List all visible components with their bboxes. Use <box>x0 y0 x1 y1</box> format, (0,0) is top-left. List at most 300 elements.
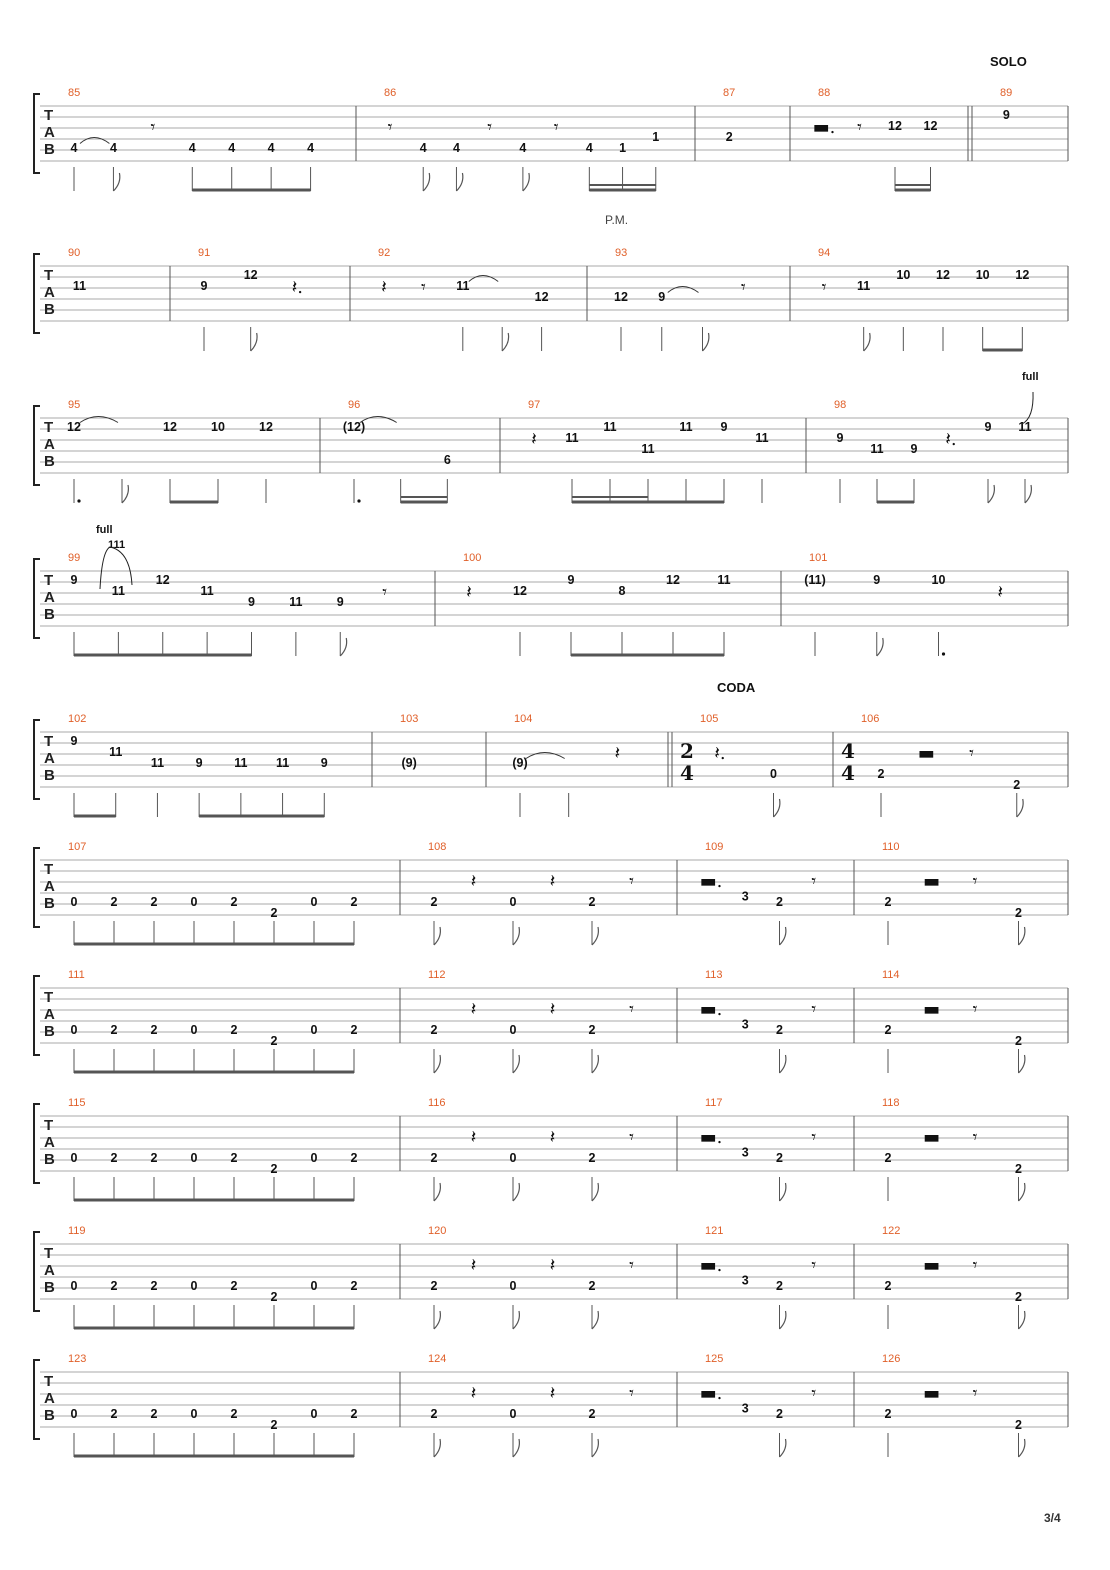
measure-number: 96 <box>348 399 361 411</box>
system-bracket <box>34 559 40 638</box>
fret-number: 2 <box>430 1023 438 1037</box>
eighth-flag <box>502 333 508 351</box>
fret-number: 2 <box>230 1407 238 1421</box>
tab-clef-letter: B <box>44 767 55 784</box>
tab-clef-letter: A <box>44 589 55 606</box>
fret-number: 2 <box>350 895 358 909</box>
rest-symbol: ▬ <box>922 1127 941 1148</box>
eighth-flag <box>1017 799 1023 817</box>
eighth-flag <box>513 1439 519 1457</box>
fret-number: 2 <box>270 1418 278 1432</box>
rest-symbol: 𝄾 <box>821 277 827 298</box>
measure-number: 98 <box>834 399 847 411</box>
fret-number: 9 <box>873 573 881 587</box>
fret-number: 10 <box>975 268 990 282</box>
dot <box>357 499 360 502</box>
system-bracket <box>34 1232 40 1311</box>
eighth-flag <box>340 638 346 656</box>
tie-arc <box>80 138 109 144</box>
measure-number: 91 <box>198 247 211 259</box>
eighth-flag <box>592 1055 598 1073</box>
fret-number: 2 <box>430 895 438 909</box>
tab-clef-letter: T <box>44 267 54 284</box>
measure-number: 117 <box>705 1097 723 1109</box>
eighth-flag <box>864 333 870 351</box>
fret-number: (11) <box>804 573 826 587</box>
rest-symbol: 𝄽 <box>614 743 621 764</box>
eighth-flag <box>1019 927 1025 945</box>
time-signature-bottom: 4 <box>680 761 694 785</box>
fret-number: 2 <box>350 1407 358 1421</box>
fret-number: 0 <box>70 895 78 909</box>
rest-symbol: ▬. <box>699 1127 723 1148</box>
eighth-flag <box>592 1183 598 1201</box>
fret-number: 3 <box>741 1017 749 1032</box>
fret-number: 9 <box>1002 108 1010 122</box>
fret-number: 4 <box>307 141 315 155</box>
eighth-flag <box>988 485 994 503</box>
system-bracket <box>34 720 40 799</box>
fret-number: 2 <box>588 1023 596 1037</box>
fret-number: 9 <box>200 279 208 293</box>
fret-number: 0 <box>310 1151 318 1165</box>
fret-number: 1 <box>619 141 627 155</box>
fret-number: 0 <box>70 1023 78 1037</box>
tab-clef-letter: B <box>44 606 55 623</box>
rest-symbol: 𝄽 <box>531 429 537 450</box>
eighth-flag <box>780 1311 786 1329</box>
tab-clef-letter: B <box>44 453 55 470</box>
fret-number: 0 <box>190 1279 198 1293</box>
fret-number: 12 <box>67 420 81 434</box>
fret-number: 2 <box>776 1151 783 1165</box>
fret-number: 2 <box>350 1023 358 1037</box>
fret-number: 0 <box>770 767 777 781</box>
fret-number: 11 <box>456 279 470 293</box>
rest-symbol: 𝄽 <box>466 582 472 603</box>
time-signature-bottom: 4 <box>841 761 855 785</box>
fret-number: (9) <box>401 756 417 770</box>
fret-number: 2 <box>877 767 885 781</box>
fret-number: 9 <box>320 756 328 770</box>
fret-number: 12 <box>1015 268 1030 282</box>
fret-number: 2 <box>1015 1290 1022 1304</box>
bend-text: 111 <box>108 539 126 551</box>
eighth-flag <box>1019 1439 1025 1457</box>
fret-number: 4 <box>228 141 236 155</box>
fret-number: 2 <box>350 1151 358 1165</box>
tab-clef-letter: B <box>44 1279 55 1296</box>
rest-symbol: 𝄾 <box>972 1383 978 1404</box>
tie-arc <box>526 753 565 759</box>
eighth-flag <box>1019 1311 1025 1329</box>
eighth-flag <box>513 927 519 945</box>
fret-number: 9 <box>195 756 203 770</box>
eighth-flag <box>703 333 709 351</box>
rest-symbol: 𝄾 <box>740 277 746 298</box>
rest-symbol: 𝄾 <box>629 999 634 1020</box>
fret-number: 2 <box>776 1023 783 1037</box>
fret-number: 0 <box>190 895 198 909</box>
fret-number: 2 <box>150 895 158 909</box>
rest-symbol: 𝄽 <box>470 1383 477 1404</box>
tab-clef-letter: B <box>44 1151 55 1168</box>
measure-number: 99 <box>68 552 81 564</box>
tab-clef-letter: A <box>44 878 55 895</box>
tab-clef-letter: A <box>44 124 55 141</box>
section-label: SOLO <box>990 54 1027 69</box>
measure-number: 119 <box>68 1225 86 1237</box>
fret-number: 2 <box>110 895 118 909</box>
rest-symbol: 𝄽 <box>549 999 556 1020</box>
fret-number: 0 <box>509 1151 517 1165</box>
tab-clef-letter: B <box>44 141 55 158</box>
fret-number: 9 <box>720 420 728 434</box>
eighth-flag <box>122 485 128 503</box>
fret-number: 0 <box>70 1407 78 1421</box>
measure-number: 110 <box>882 841 900 853</box>
tab-clef-letter: B <box>44 895 55 912</box>
eighth-flag <box>592 927 598 945</box>
measure-number: 124 <box>428 1353 447 1365</box>
fret-number: 11 <box>234 756 248 770</box>
rest-symbol: 𝄾 <box>382 582 388 603</box>
fret-number: 12 <box>513 584 527 598</box>
fret-number: 2 <box>1015 1162 1022 1176</box>
rest-symbol: 𝄽 <box>997 582 1004 603</box>
measure-number: 103 <box>400 713 419 725</box>
measure-number: 95 <box>68 399 81 411</box>
tie-arc <box>668 287 699 293</box>
measure-number: 113 <box>705 969 723 981</box>
tab-clef-letter: A <box>44 1006 55 1023</box>
fret-number: 2 <box>110 1407 118 1421</box>
fret-number: 2 <box>150 1407 158 1421</box>
fret-number: 0 <box>509 1023 517 1037</box>
fret-number: 2 <box>230 1151 238 1165</box>
fret-number: 4 <box>419 141 427 155</box>
fret-number: 4 <box>188 141 196 155</box>
fret-number: 2 <box>150 1151 158 1165</box>
measure-number: 116 <box>428 1097 446 1109</box>
tab-clef-letter: A <box>44 1134 55 1151</box>
fret-number: 12 <box>888 119 902 133</box>
fret-number: 2 <box>588 895 596 909</box>
fret-number: 2 <box>350 1279 358 1293</box>
fret-number: 2 <box>270 1290 278 1304</box>
eighth-flag <box>434 927 440 945</box>
tab-clef-letter: B <box>44 1023 55 1040</box>
rest-symbol: 𝄾 <box>811 1383 817 1404</box>
fret-number: 4 <box>585 141 593 155</box>
fret-number: 9 <box>910 442 918 456</box>
tab-clef-letter: A <box>44 436 55 453</box>
bend-full-label: full <box>1022 371 1039 383</box>
measure-number: 112 <box>428 969 446 981</box>
time-signature-top: 2 <box>680 739 694 763</box>
fret-number: 2 <box>270 906 278 920</box>
fret-number: 11 <box>755 431 769 445</box>
tab-clef-letter: T <box>44 989 54 1006</box>
fret-number: 10 <box>211 420 225 434</box>
fret-number: 9 <box>658 290 666 304</box>
rest-symbol: 𝄾 <box>972 1127 978 1148</box>
fret-number: 2 <box>776 895 783 909</box>
measure-number: 120 <box>428 1225 447 1237</box>
fret-number: 11 <box>857 279 871 293</box>
rest-symbol: 𝄾 <box>387 117 393 138</box>
rest-symbol: 𝄾 <box>150 117 156 138</box>
rest-symbol: 𝄽 <box>470 1255 477 1276</box>
bend-full-label: full <box>96 524 113 536</box>
fret-number: 0 <box>509 1279 517 1293</box>
fret-number: 0 <box>310 1407 318 1421</box>
rest-symbol: 𝄾 <box>972 1255 978 1276</box>
eighth-flag <box>434 1439 440 1457</box>
tab-clef-letter: T <box>44 733 54 750</box>
fret-number: 2 <box>430 1279 438 1293</box>
measure-number: 88 <box>818 87 831 99</box>
tab-clef-letter: T <box>44 1245 54 1262</box>
rest-symbol: ▬. <box>812 117 836 138</box>
measure-number: 126 <box>882 1353 901 1365</box>
fret-number: 3 <box>741 889 749 904</box>
fret-number: 4 <box>519 141 527 155</box>
measure-number: 85 <box>68 87 81 99</box>
rest-symbol: 𝄾 <box>629 871 634 892</box>
fret-number: 9 <box>836 431 844 445</box>
rest-symbol: 𝄽 <box>549 871 556 892</box>
fret-number: 2 <box>588 1151 596 1165</box>
tab-clef-letter: T <box>44 572 54 589</box>
fret-number: 11 <box>1018 420 1032 434</box>
fret-number: 6 <box>443 453 451 467</box>
fret-number: 2 <box>230 1023 238 1037</box>
fret-number: 0 <box>310 1279 318 1293</box>
rest-symbol: 𝄽 <box>549 1255 556 1276</box>
measure-number: 118 <box>882 1097 900 1109</box>
fret-number: 0 <box>70 1151 78 1165</box>
fret-number: 9 <box>984 420 992 434</box>
eighth-flag <box>592 1311 598 1329</box>
fret-number: 2 <box>776 1279 783 1293</box>
rest-symbol: 𝄾 <box>811 871 817 892</box>
rest-symbol: 𝄽 <box>470 999 477 1020</box>
rest-symbol: 𝄽 <box>381 277 387 298</box>
rest-symbol: 𝄾 <box>421 277 426 298</box>
fret-number: 4 <box>452 141 460 155</box>
eighth-flag <box>513 1055 519 1073</box>
rest-symbol: 𝄽. <box>714 743 726 764</box>
rest-symbol: ▬ <box>922 871 941 892</box>
rest-symbol: 𝄾 <box>553 117 559 138</box>
tab-clef-letter: A <box>44 284 55 301</box>
rest-symbol: 𝄾 <box>629 1383 634 1404</box>
fret-number: 11 <box>72 279 87 293</box>
fret-number: 11 <box>150 756 165 770</box>
fret-number: 2 <box>884 1023 892 1037</box>
fret-number: 2 <box>270 1034 278 1048</box>
tab-clef-letter: B <box>44 1407 55 1424</box>
measure-number: 100 <box>463 552 482 564</box>
fret-number: 3 <box>741 1401 749 1416</box>
eighth-flag <box>877 638 883 656</box>
measure-number: 105 <box>700 713 719 725</box>
rest-symbol: ▬. <box>699 1255 723 1276</box>
fret-number: 2 <box>884 1407 892 1421</box>
fret-number: 2 <box>776 1407 783 1421</box>
fret-number: 2 <box>430 1151 438 1165</box>
fret-number: 11 <box>109 745 123 759</box>
tab-clef-letter: B <box>44 301 55 318</box>
rest-symbol: ▬ <box>922 1255 941 1276</box>
fret-number: 11 <box>275 756 290 770</box>
fret-number: 12 <box>155 573 170 587</box>
tab-clef-letter: T <box>44 1373 54 1390</box>
dot <box>942 652 945 655</box>
fret-number: 4 <box>70 141 78 155</box>
fret-number: 2 <box>110 1279 118 1293</box>
eighth-flag <box>434 1311 440 1329</box>
measure-number: 92 <box>378 247 391 259</box>
fret-number: 9 <box>567 573 575 587</box>
time-signature-top: 4 <box>841 739 855 763</box>
eighth-flag <box>523 173 529 191</box>
measure-number: 115 <box>68 1097 86 1109</box>
fret-number: 0 <box>509 895 517 909</box>
tie-arc <box>80 417 118 423</box>
fret-number: 2 <box>884 895 892 909</box>
fret-number: 11 <box>289 595 303 609</box>
eighth-flag <box>251 333 257 351</box>
fret-number: 2 <box>1013 778 1021 792</box>
tab-clef-letter: A <box>44 1262 55 1279</box>
system-bracket <box>34 1360 40 1439</box>
eighth-flag <box>1019 1055 1025 1073</box>
fret-number: 1 <box>652 130 660 144</box>
fret-number: 2 <box>1015 1034 1022 1048</box>
fret-number: 2 <box>230 1279 238 1293</box>
eighth-flag <box>774 799 780 817</box>
rest-symbol: 𝄽 <box>549 1127 556 1148</box>
fret-number: 11 <box>111 584 125 598</box>
measure-number: 121 <box>705 1225 724 1237</box>
measure-number: 101 <box>809 552 828 564</box>
fret-number: (12) <box>342 420 366 434</box>
fret-number: 0 <box>509 1407 517 1421</box>
rest-symbol: 𝄾 <box>629 1255 634 1276</box>
eighth-flag <box>456 173 462 191</box>
rest-symbol: 𝄽 <box>470 1127 477 1148</box>
rest-symbol: 𝄾 <box>811 999 817 1020</box>
rest-symbol: 𝄾 <box>969 743 974 764</box>
fret-number: 3 <box>741 1273 749 1288</box>
fret-number: 12 <box>666 573 680 587</box>
fret-number: 2 <box>588 1279 596 1293</box>
fret-number: 2 <box>150 1279 158 1293</box>
system-bracket <box>34 848 40 927</box>
page-number: 3/4 <box>1044 1511 1061 1525</box>
eighth-flag <box>1019 1183 1025 1201</box>
fret-number: 10 <box>931 573 946 587</box>
fret-number: 2 <box>110 1151 118 1165</box>
measure-number: 86 <box>384 87 397 99</box>
fret-number: 3 <box>741 1145 749 1160</box>
measure-number: 90 <box>68 247 81 259</box>
tab-clef-letter: T <box>44 419 54 436</box>
fret-number: 11 <box>565 431 579 445</box>
rest-symbol: ▬. <box>699 999 723 1020</box>
tab-clef-letter: T <box>44 107 54 124</box>
eighth-flag <box>434 1183 440 1201</box>
rest-symbol: 𝄽. <box>291 277 303 298</box>
rest-symbol: ▬. <box>699 1383 723 1404</box>
eighth-flag <box>423 173 429 191</box>
measure-number: 114 <box>882 969 900 981</box>
measure-number: 125 <box>705 1353 724 1365</box>
measure-number: 123 <box>68 1353 87 1365</box>
fret-number: 12 <box>923 119 938 133</box>
tab-clef-letter: A <box>44 1390 55 1407</box>
palm-mute-annotation: P.M. <box>605 213 629 227</box>
eighth-flag <box>513 1311 519 1329</box>
fret-number: 8 <box>618 584 626 598</box>
tie-arc <box>469 276 498 282</box>
rest-symbol: 𝄾 <box>811 1255 817 1276</box>
fret-number: 2 <box>1015 1418 1022 1432</box>
fret-number: 11 <box>870 442 884 456</box>
measure-number: 111 <box>68 969 85 981</box>
fret-number: 9 <box>70 573 78 587</box>
fret-number: (9) <box>512 756 528 770</box>
fret-number: 0 <box>310 895 318 909</box>
tab-clef-letter: T <box>44 1117 54 1134</box>
tab-clef-letter: A <box>44 750 55 767</box>
rest-symbol: 𝄽 <box>470 871 477 892</box>
dot <box>77 499 80 502</box>
eighth-flag <box>780 927 786 945</box>
rest-symbol: 𝄾 <box>811 1127 817 1148</box>
fret-number: 11 <box>200 584 214 598</box>
fret-number: 0 <box>310 1023 318 1037</box>
fret-number: 11 <box>603 420 617 434</box>
fret-number: 12 <box>614 290 628 304</box>
fret-number: 0 <box>190 1023 198 1037</box>
rest-symbol: ▬ <box>922 999 941 1020</box>
fret-number: 2 <box>430 1407 438 1421</box>
fret-number: 9 <box>70 734 78 748</box>
fret-number: 2 <box>884 1151 892 1165</box>
fret-number: 2 <box>725 130 733 144</box>
section-label: CODA <box>717 680 756 695</box>
tab-clef-letter: T <box>44 861 54 878</box>
fret-number: 12 <box>163 420 177 434</box>
measure-number: 107 <box>68 841 87 853</box>
system-bracket <box>34 406 40 485</box>
measure-number: 122 <box>882 1225 901 1237</box>
fret-number: 4 <box>109 141 117 155</box>
rest-symbol: ▬. <box>699 871 723 892</box>
system-bracket <box>34 976 40 1055</box>
fret-number: 12 <box>259 420 273 434</box>
system-bracket <box>34 1104 40 1183</box>
fret-number: 12 <box>243 268 258 282</box>
rest-symbol: 𝄽. <box>945 429 957 450</box>
fret-number: 2 <box>110 1023 118 1037</box>
fret-number: 11 <box>641 442 655 456</box>
measure-number: 108 <box>428 841 447 853</box>
fret-number: 11 <box>717 573 731 587</box>
